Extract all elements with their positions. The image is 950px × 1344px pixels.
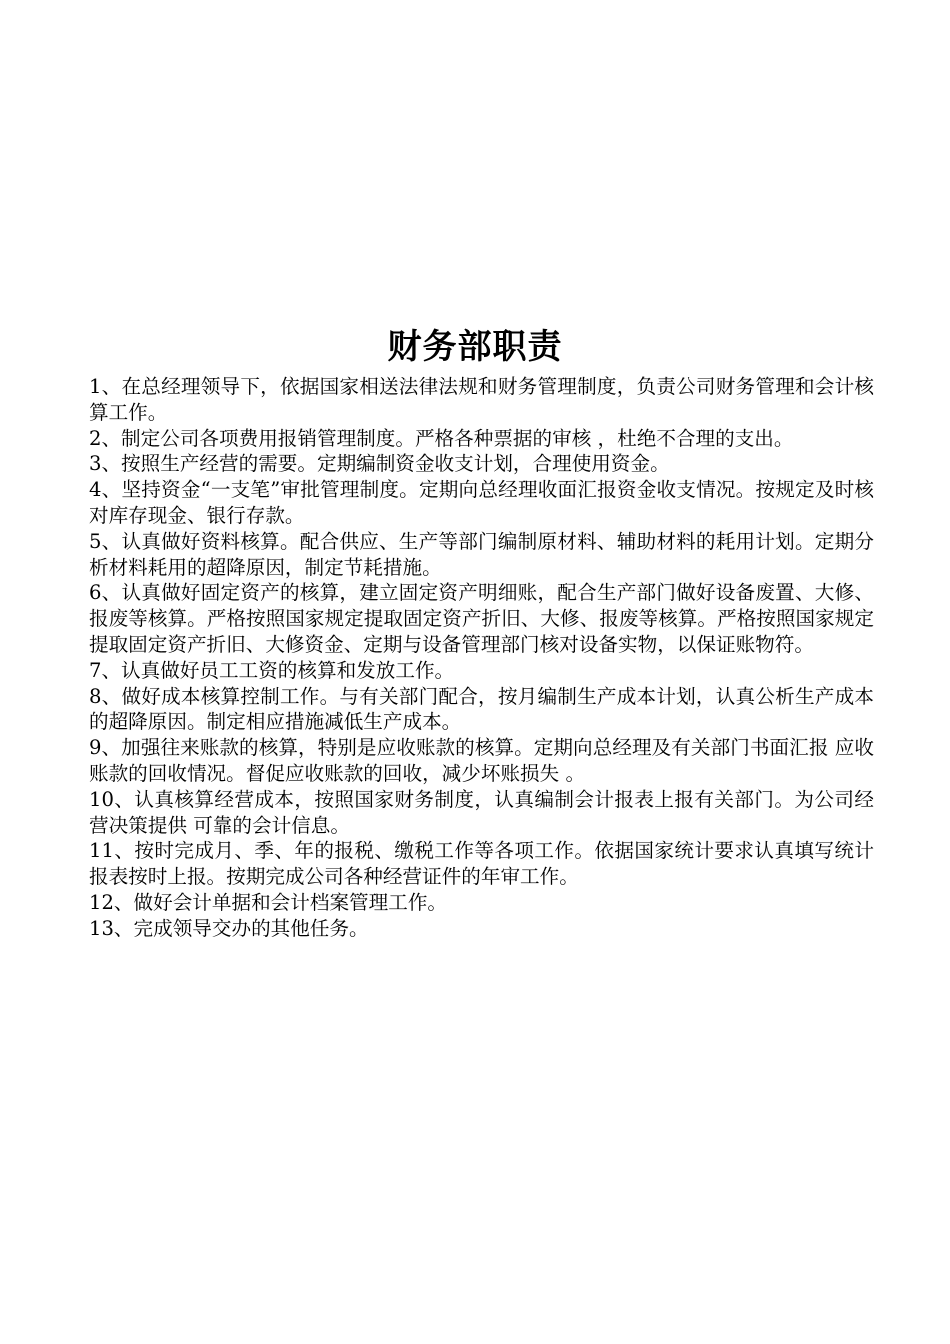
duty-item-6: 6、认真做好固定资产的核算，建立固定资产明细账，配合生产部门做好设备废置、大修、报废等核算。严格按照国家规定提取固定资产折旧、大修、报废等核算。严格按照国家规定提取固定资产折旧、大修资金、定期与设备管理部门核对设备实物，以保证账物符。 <box>89 581 874 656</box>
duty-item-8: 8、做好成本核算控制工作。与有关部门配合，按月编制生产成本计划，认真公析生产成本的超降原因。制定相应措施减低生产成本。 <box>89 684 874 734</box>
duty-item-5: 5、认真做好资料核算。配合供应、生产等部门编制原材料、辅助材料的耗用计划。定期分析材料耗用的超降原因，制定节耗措施。 <box>89 529 874 579</box>
duty-item-11: 11、按时完成月、季、年的报税、缴税工作等各项工作。依据国家统计要求认真填写统计报表按时上报。按期完成公司各种经营证件的年审工作。 <box>89 839 874 889</box>
duty-item-9: 9、加强往来账款的核算，特别是应收账款的核算。定期向总经理及有关部门书面汇报 应收账款的回收情况。督促应收账款的回收，减少坏账损失 。 <box>89 736 874 785</box>
duty-item-7: 7、认真做好员工工资的核算和发放工作。 <box>89 658 455 682</box>
duty-item-3: 3、按照生产经营的需要。定期编制资金收支计划，合理使用资金。 <box>89 452 670 476</box>
duty-item-12: 12、做好会计单据和会计档案管理工作。 <box>89 890 448 914</box>
duty-item-1: 1、在总经理领导下，依据国家相送法律法规和财务管理制度，负责公司财务管理和会计核算工作。 <box>89 375 874 424</box>
duty-item-4: 4、坚持资金“一支笔”审批管理制度。定期向总经理收面汇报资金收支情况。按规定及时核对库存现金、银行存款。 <box>89 478 874 527</box>
duty-item-2: 2、制定公司各项费用报销管理制度。严格各种票据的审核 ，杜绝不合理的支出。 <box>89 426 794 450</box>
page-title: 财务部职责 <box>387 327 563 367</box>
duty-list <box>89 374 874 942</box>
duty-item-10: 10、认真核算经营成本，按照国家财务制度，认真编制会计报表上报有关部门。为公司经营决策提供 可靠的会计信息。 <box>89 787 874 837</box>
duty-item-13: 13、完成领导交办的其他任务。 <box>89 916 369 940</box>
